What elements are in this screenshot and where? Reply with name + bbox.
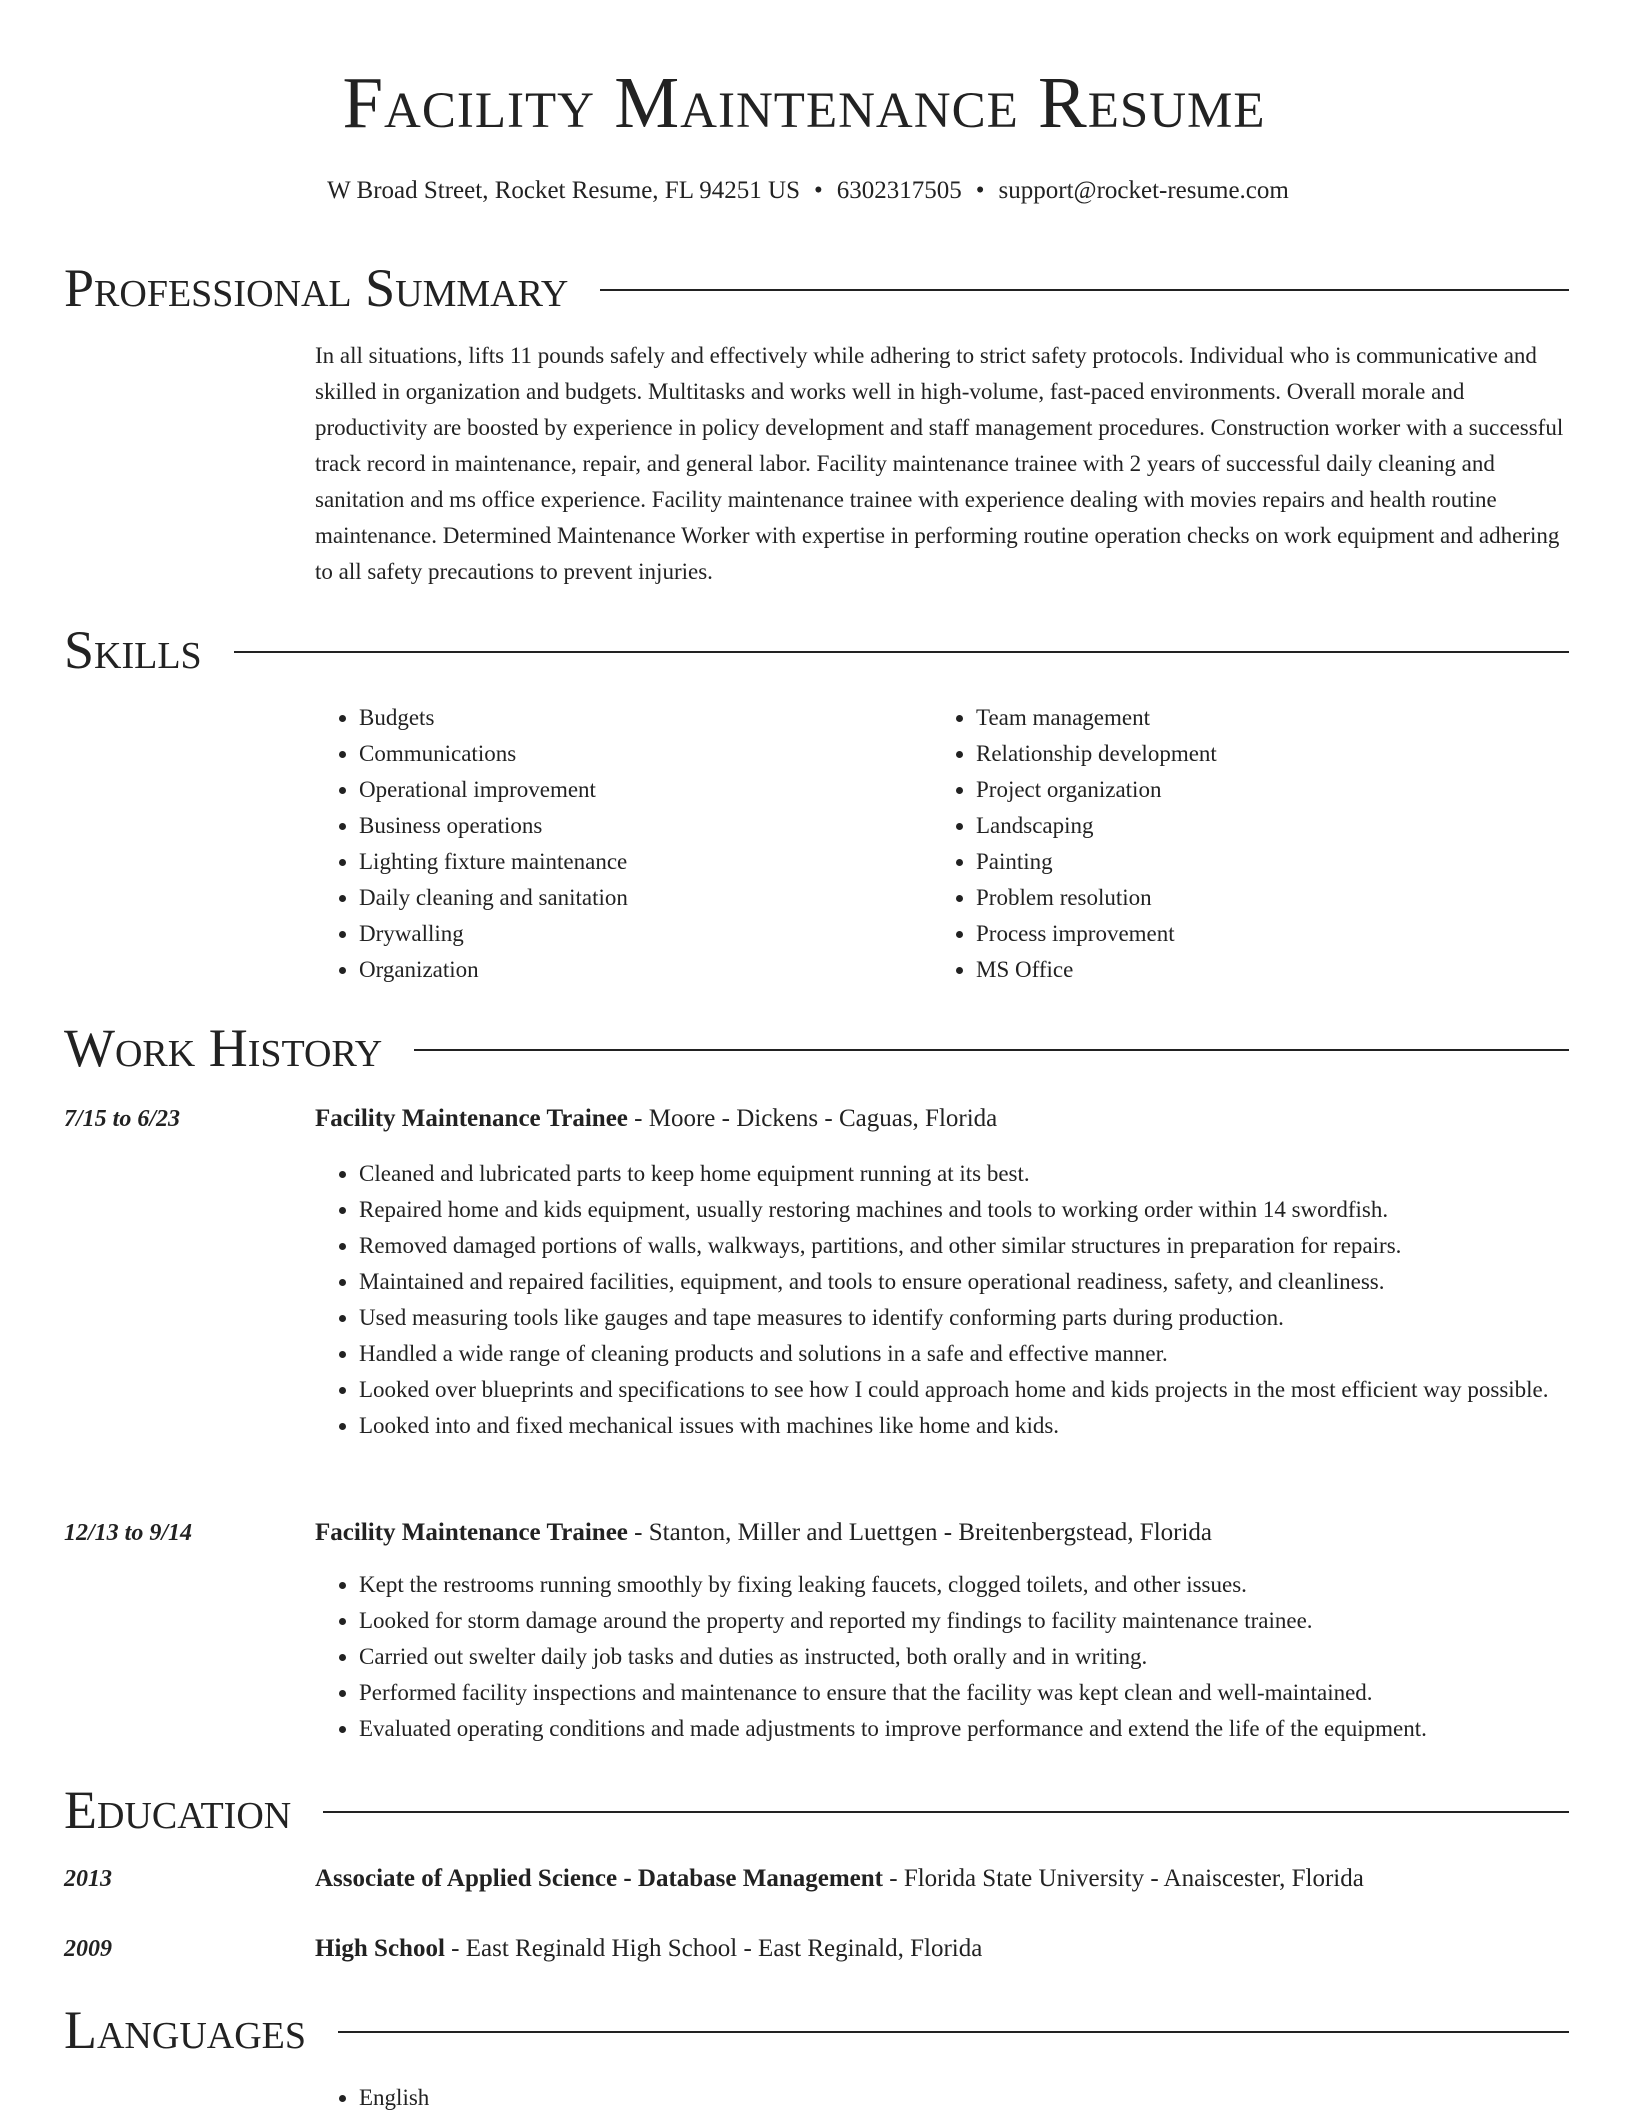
- section-heading-text: Work History: [64, 1018, 383, 1078]
- duty-item: • Handled a wide range of cleaning products and solutions in a safe and effective manner.: [359, 1336, 1583, 1372]
- section-heading-text: Skills: [64, 620, 202, 680]
- duty-item: • Performed facility inspections and maintenance to ensure that the facility was kept clean and well-maintained.: [359, 1675, 1583, 1711]
- contact-separator: •: [814, 177, 823, 204]
- skill-item: • Team management: [976, 700, 1532, 736]
- skill-item: • Project organization: [976, 772, 1532, 808]
- job-duties: [315, 1567, 1583, 1747]
- education-school: - Florida State University - Anaiscester, Florida: [883, 1865, 1364, 1892]
- education-degree: Associate of Applied Science - Database Management: [315, 1865, 883, 1892]
- duty-item: • Maintained and repaired facilities, equipment, and tools to ensure operational readiness, safety, and cleanliness.: [359, 1264, 1583, 1300]
- skills-column-left: [315, 700, 915, 988]
- skill-item: • Organization: [359, 952, 915, 988]
- skill-item: • MS Office: [976, 952, 1532, 988]
- skill-item: • Communications: [359, 736, 915, 772]
- section-heading-text: Professional Summary: [64, 258, 569, 318]
- languages-list: [315, 2080, 1583, 2116]
- education-entry: [315, 1931, 982, 1967]
- duty-item: • Removed damaged portions of walls, walkways, partitions, and other similar structures in preparation for repairs.: [359, 1228, 1583, 1264]
- section-heading-summary: [64, 256, 1569, 320]
- skill-item: • Painting: [976, 844, 1532, 880]
- skills-column-right: [932, 700, 1532, 988]
- education-entry: [315, 1861, 1364, 1897]
- job-title: Facility Maintenance Trainee: [315, 1105, 628, 1132]
- skills-list: [932, 700, 1532, 988]
- contact-phone: 6302317505: [836, 177, 962, 204]
- section-divider: [414, 1049, 1569, 1051]
- skill-item: • Drywalling: [359, 916, 915, 952]
- skill-item: • Relationship development: [976, 736, 1532, 772]
- skill-item: • Business operations: [359, 808, 915, 844]
- duties-list: [315, 1156, 1583, 1444]
- skill-item: • Budgets: [359, 700, 915, 736]
- section-heading-education: [64, 1778, 1569, 1842]
- section-heading-skills: [64, 618, 1569, 682]
- duty-item: • Looked into and fixed mechanical issues with machines like home and kids.: [359, 1408, 1583, 1444]
- section-heading-languages: [64, 1998, 1569, 2062]
- section-divider: [323, 1811, 1569, 1813]
- duty-item: • Carried out swelter daily job tasks and duties as instructed, both orally and in writing.: [359, 1639, 1583, 1675]
- skill-item: • Process improvement: [976, 916, 1532, 952]
- duty-item: • Cleaned and lubricated parts to keep home equipment running at its best.: [359, 1156, 1583, 1192]
- contact-separator: •: [975, 177, 985, 204]
- section-divider: [338, 2031, 1569, 2033]
- job-dates: 12/13 to 9/14: [64, 1520, 193, 1546]
- duty-item: • Looked over blueprints and specifications to see how I could approach home and kids projects in the most efficient way possible.: [359, 1372, 1583, 1408]
- job-employer: - Moore - Dickens - Caguas, Florida: [627, 1105, 998, 1132]
- languages-block: [315, 2080, 1583, 2116]
- resume-name: Facility Maintenance Resume: [342, 62, 1266, 143]
- job-title: Facility Maintenance Trainee: [315, 1519, 628, 1546]
- duty-item: • Evaluated operating conditions and made adjustments to improve performance and extend the life of the equipment.: [359, 1711, 1583, 1747]
- education-degree: High School: [315, 1935, 445, 1962]
- job-dates: 7/15 to 6/23: [64, 1106, 181, 1132]
- skill-item: • Operational improvement: [359, 772, 915, 808]
- skill-item: • Daily cleaning and sanitation: [359, 880, 915, 916]
- education-school: - East Reginald High School - East Reginald, Florida: [444, 1935, 983, 1962]
- education-year: 2009: [64, 1936, 112, 1962]
- duty-item: • Repaired home and kids equipment, usually restoring machines and tools to working order within 14 swordfish.: [359, 1192, 1583, 1228]
- skills-list: [315, 700, 915, 988]
- duty-item: • Kept the restrooms running smoothly by fixing leaking faucets, clogged toilets, and other issues.: [359, 1567, 1583, 1603]
- education-year: 2013: [64, 1866, 112, 1892]
- language-item: • English: [359, 2080, 1583, 2116]
- job-employer: - Stanton, Miller and Luettgen - Breitenbergstead, Florida: [627, 1519, 1213, 1546]
- duties-list: [315, 1567, 1583, 1747]
- contact-address: W Broad Street, Rocket Resume, FL 94251 US: [327, 177, 801, 204]
- contact-email: support@rocket-resume.com: [998, 177, 1289, 204]
- section-heading-text: Education: [64, 1780, 292, 1840]
- duty-item: • Looked for storm damage around the property and reported my findings to facility maintenance trainee.: [359, 1603, 1583, 1639]
- summary-text: In all situations, lifts 11 pounds safely and effectively while adhering to strict safety protocols. Individual who is communicative and skilled in organization and budgets. Multitasks and works well in high-volume, fast-paced environments. Overall morale and productivity are boosted by experience in policy development and staff management procedures. Construction worker with a successful track record in maintenance, repair, and general labor. Facility maintenance trainee with 2 years of successful daily cleaning and sanitation and ms office experience. Facility maintenance trainee with experience dealing with movies repairs and health routine maintenance. Determined Maintenance Worker with expertise in performing routine operation checks on work equipment and adhering to all safety precautions to prevent injuries.: [315, 343, 1564, 584]
- skill-item: • Landscaping: [976, 808, 1532, 844]
- job-duties: [315, 1156, 1583, 1444]
- section-divider: [600, 289, 1569, 291]
- section-divider: [234, 651, 1569, 653]
- job-heading: [315, 1515, 1212, 1551]
- section-heading-text: Languages: [64, 2000, 306, 2060]
- duty-item: • Used measuring tools like gauges and tape measures to identify conforming parts during production.: [359, 1300, 1583, 1336]
- contact-line: [0, 174, 1616, 208]
- skill-item: • Problem resolution: [976, 880, 1532, 916]
- job-heading: [315, 1101, 997, 1137]
- section-heading-work-history: [64, 1016, 1569, 1080]
- skill-item: • Lighting fixture maintenance: [359, 844, 915, 880]
